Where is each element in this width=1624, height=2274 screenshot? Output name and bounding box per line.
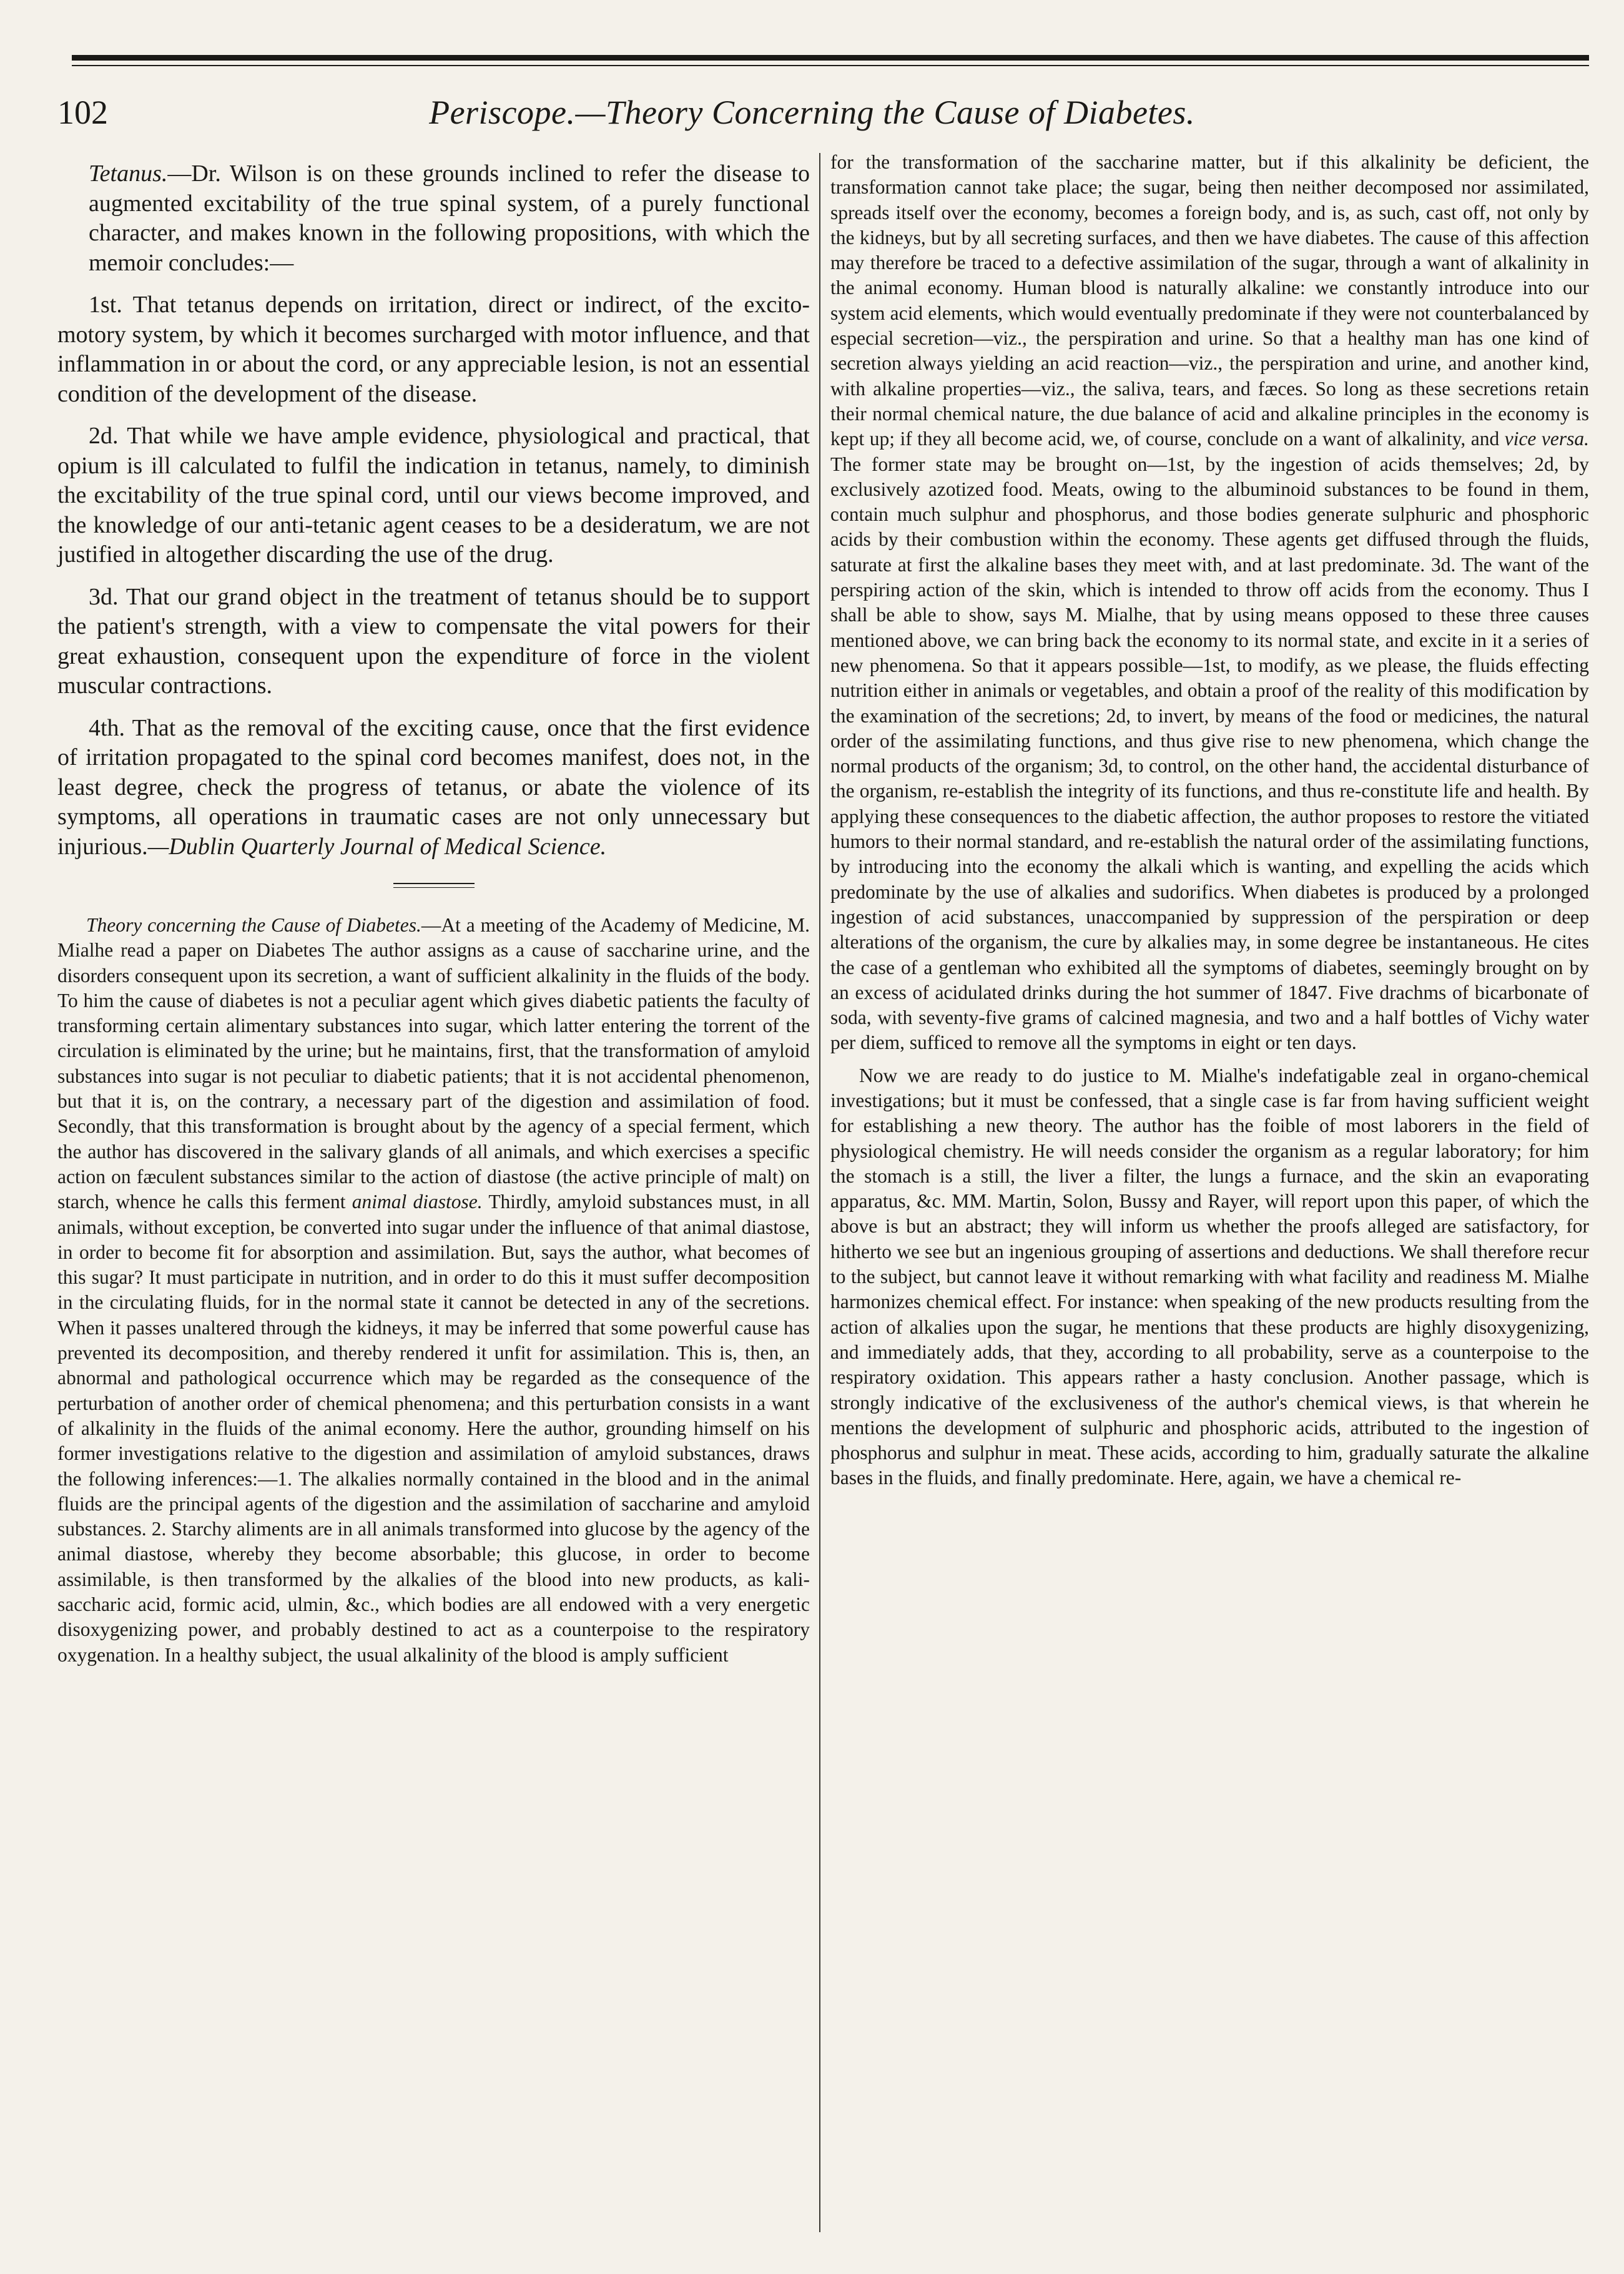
running-title: Periscope.—Theory Concerning the Cause of Diabetes.: [429, 94, 1195, 131]
right-paragraph-1: [830, 150, 1589, 1056]
header-rule-thin: [72, 65, 1589, 66]
page-number: 102: [57, 94, 108, 131]
column-divider: [819, 153, 820, 2232]
tetanus-intro-text: —Dr. Wilson is on these grounds inclined to refer the disease to augmented excitability of the true spinal system, of a purely functional character, and makes known in the following propositions, with which the memoir concludes:—: [89, 160, 810, 276]
proposition-4-source: —Dublin Quarterly Journal of Medical Science.: [147, 833, 607, 860]
right-column: [830, 150, 1589, 1499]
right-paragraph-1-emphasis: vice versa.: [1504, 428, 1589, 450]
tetanus-intro-paragraph: [57, 159, 810, 278]
diabetes-paragraph: [57, 913, 810, 1668]
diabetes-body-emphasis: animal diastose.: [352, 1191, 483, 1213]
right-paragraph-2: Now we are ready to do justice to M. Mialhe's indefatigable zeal in organo-chemical investigations; but it must be confessed, that a single case is far from having sufficient weight for establishing a new theory. The author has the foible of most laborers in the field of physiological chemistry. He will needs consider the organism as a regular laboratory; for him the stomach is a still, the liver a filter, the lungs a furnace, and the skin an evaporating apparatus, &c. MM. Martin, Solon, Bussy and Rayer, will report upon this paper, of which the above is but an abstract; they will inform us whether the proofs alleged are satisfactory, for hitherto we see but an ingenious grouping of assertions and deductions. We shall therefore recur to the subject, but cannot leave it without remarking with what facility and readiness M. Mialhe harmonizes chemical effect. For instance: when speaking of the new products resulting from the action of alkalies upon the sugar, he mentions that these products are highly disoxygenizing, and immediately adds, that they, according to all probability, serve as a counterpoise to the respiratory oxidation. This appears rather a hasty conclusion. Another passage, which is strongly indicative of the exclusiveness of the author's chemical views, is that wherein he mentions the development of sulphuric and phosphoric acids, attributed to the ingestion of phosphorus and sulphur in meat. These acids, according to him, gradually saturate the alkaline bases in the fluids, and finally predominate. Here, again, we have a chemical re-: [830, 1064, 1589, 1489]
proposition-1: 1st. That tetanus depends on irritation, direct or indirect, of the excito-motory system, by which it becomes surcharged with motor influence, and that inflammation in or about the cord, or any appreciable lesion, is not an essential condition of the development of the disease.: [57, 292, 810, 407]
tetanus-section: [57, 159, 810, 862]
proposition-4-text: 4th. That as the removal of the exciting cause, once that the first evidence of irritation propagated to the spinal cord becomes manifest, does not, in the least degree, check the progress of tetanus, or abate the violence of its symptoms, all operations in traumatic cases are not only unnecessary but injurious.: [57, 714, 810, 860]
left-column: [57, 159, 810, 1675]
diabetes-body: —At a meeting of the Academy of Medicine, M. Mialhe read a paper on Diabetes The author assigns as a cause of saccharine urine, and the disorders consequent upon its secretion, a want of sufficient alkalinity in the fluids of the body. To him the cause of diabetes is not a peculiar agent which gives diabetic patients the faculty of transforming certain alimentary substances into sugar, which latter entering the torrent of the circulation is eliminated by the urine; but he maintains, first, that the transformation of amyloid substances into sugar is not peculiar to diabetic patients; that it is not accidental phenomenon, but that it is, on the contrary, a necessary part of the digestion and assimilation of food. Secondly, that this transformation is brought about by the agency of a special ferment, which the author has discovered in the salivary glands of all animals, and which exercises a specific action on fæculent substances similar to the action of diastose (the active principle of malt) on starch, whence he calls this ferment: [57, 914, 810, 1213]
diabetes-body-continued: Thirdly, amyloid substances must, in all animals, without exception, be converted into sugar under the influence of that animal diastose, in order to become fit for absorption and assimilation. But, says the author, what becomes of this sugar? It must participate in nutrition, and in order to do this it must suffer decomposition in the circulating fluids, for in the normal state it cannot be detected in any of the secretions. When it passes unaltered through the kidneys, it may be inferred that some powerful cause has prevented its decomposition, and thereby rendered it unfit for assimilation. This is, then, an abnormal and pathological occurrence which may be regarded as the consequence of the perturbation of another order of chemical phenomena; and this perturbation consists in a want of alkalinity in the fluids of the animal economy. Here the author, grounding himself on his former investigations relative to the digestion and assimilation of amyloid substances, draws the following inferences:—1. The alkalies normally contained in the blood and in the animal fluids are the principal agents of the digestion and the assimilation of saccharine and amyloid substances. 2. Starchy aliments are in all animals transformed into glucose by the agency of the animal diastose, whereby they become absorbable; this glucose, in order to become assimilable, is then transformed by the alkalies of the blood into new products, as kali-saccharic acid, formic acid, ulmin, &c., which bodies are all endowed with a very energetic disoxygenizing power, and probably destined to act as a counterpoise to the respiratory oxygenation. In a healthy subject, the usual alkalinity of the blood is amply sufficient: [57, 1191, 810, 1666]
proposition-3: 3d. That our grand object in the treatment of tetanus should be to support the patient's strength, with a view to compensate the vital powers for their great exhaustion, consequent upon the expenditure of force in the violent muscular contractions.: [57, 583, 810, 699]
right-paragraph-1a: for the transformation of the saccharine matter, but if this alkalinity be deficient, the transformation cannot take place; the sugar, being then neither decomposed nor assimilated, spreads itself over the economy, becomes a foreign body, and is, as such, cast off, not only by the kidneys, but by all secreting surfaces, and then we have diabetes. The cause of this affection may therefore be traced to a defective assimilation of the sugar, through a want of alkalinity in the animal economy. Human blood is naturally alkaline: we constantly introduce into our system acid elements, which would eventually predominate if they were not counterbalanced by especial secretion—viz., the perspiration and urine. So that a healthy man has one kind of secretion always yielding an acid reaction—viz., the perspiration and urine, and another kind, with alkaline properties—viz., the saliva, tears, and fæces. So long as these secretions retain their normal chemical nature, the due balance of acid and alkaline principles in the economy is kept up; if they all become acid, we, of course, conclude on a want of alkalinity, and: [830, 151, 1589, 450]
section-separator: [393, 883, 475, 888]
diabetes-title: Theory concerning the Cause of Diabetes.: [86, 914, 421, 936]
right-paragraph-1b: The former state may be brought on—1st, by the ingestion of acids themselves; 2d, by exclusively azotized food. Meats, owing to the albuminoid substances to be found in them, contain much sulphur and phosphorus, and those bodies generate sulphuric and phosphoric acids by their combustion within the economy. These agents get diffused through the fluids, saturate at first the alkaline bases they meet with, and at last predominate. 3d. The want of the perspiring action of the skin, which is intended to throw off acids from the economy. Thus I shall be able to show, says M. Mialhe, that by using means opposed to these three causes mentioned above, we can bring back the economy to its normal state, and excite in it a series of new phenomena. So that it appears possible—1st, to modify, as we please, the fluids effecting nutrition either in animals or vegetables, and obtain a proof of the reality of this modification by the examination of the secretions; 2d, to invert, by means of the food or medicines, the natural order of the assimilating functions, and thus give rise to new phenomena, which change the normal products of the organism; 3d, to control, on the other hand, the accidental disturbance of the organism, re-establish the integrity of its functions, and thus re-constitute life and health. By applying these consequences to the diabetic affection, the author proposes to restore the vitiated humors to their normal standard, and re-establish the natural order of the assimilating functions, by introducing into the economy the alkali which is wanting, and expelling the acids which predominate by the use of alkalies and sudorifics. When diabetes is produced by a prolonged ingestion of acid substances, unaccompanied by suppression of the perspiration or deep alterations of the organism, the cure by alkalies may, in some degree be instantaneous. He cites the case of a gentleman who exhibited all the symptoms of diabetes, seemingly brought on by an excess of acidulated drinks during the hot summer of 1847. Five drachms of bicarbonate of soda, with seventy-five grams of calcined magnesia, and two and a half bottles of Vichy water per diem, sufficed to remove all the symptoms in eight or ten days.: [830, 453, 1589, 1054]
header-rule-thick: [72, 55, 1589, 61]
diabetes-section: [57, 913, 810, 1668]
tetanus-lead: Tetanus.: [89, 160, 168, 187]
proposition-2: 2d. That while we have ample evidence, physiological and practical, that opium is ill calculated to fulfil the indication in tetanus, namely, to diminish the excitability of the true spinal cord, until our views become improved, and the knowledge of our anti-tetanic agent ceases to be a desideratum, we are not justified in altogether discarding the use of the drug.: [57, 423, 810, 568]
proposition-4: [57, 714, 810, 862]
